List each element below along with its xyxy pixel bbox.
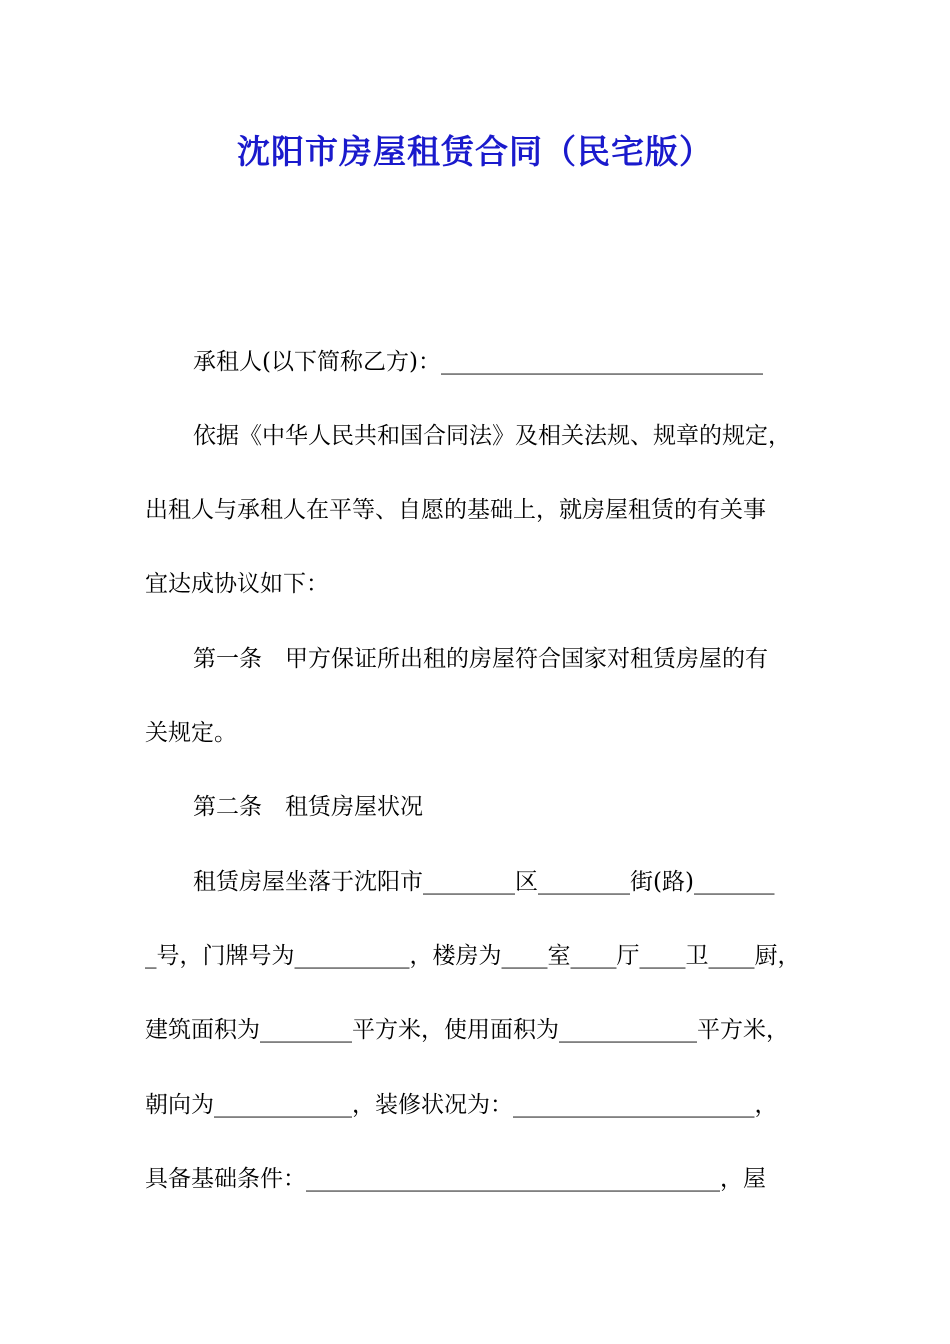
paragraph-line: _号，门牌号为__________，楼房为____室____厅____卫____厨， <box>145 943 801 969</box>
document-title: 沈阳市房屋租赁合同（民宅版） <box>237 132 713 171</box>
paragraph-line: 具备基础条件：____________________________________，屋 <box>145 1166 766 1192</box>
paragraph-line: 出租人与承租人在平等、自愿的基础上，就房屋租赁的有关事 <box>145 497 766 523</box>
paragraph-line: 关规定。 <box>145 720 237 746</box>
article-2-heading: 第二条 租赁房屋状况 <box>193 794 423 820</box>
paragraph-line: 租赁房屋坐落于沈阳市________区________街(路)_______ <box>193 869 775 895</box>
article-1-line: 第一条 甲方保证所出租的房屋符合国家对租赁房屋的有 <box>193 646 768 672</box>
paragraph-line: 依据《中华人民共和国合同法》及相关法规、规章的规定， <box>193 423 791 449</box>
paragraph-line: 朝向为____________，装修状况为：_____________________， <box>145 1092 778 1118</box>
lessee-line: 承租人(以下简称乙方)：____________________________ <box>193 349 763 375</box>
paragraph-line: 宜达成协议如下： <box>145 571 329 597</box>
paragraph-line: 建筑面积为________平方米，使用面积为____________平方米， <box>145 1017 789 1043</box>
